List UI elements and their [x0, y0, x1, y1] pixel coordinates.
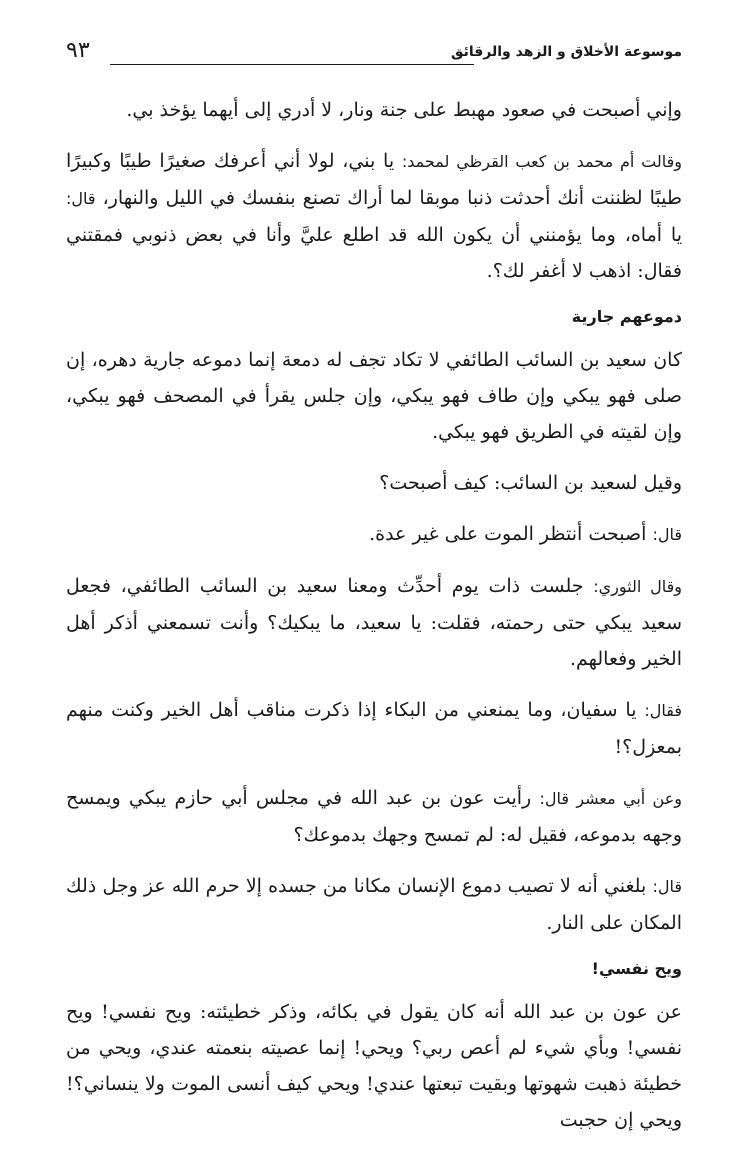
paragraph: قال: بلغني أنه لا تصيب دموع الإنسان مكانا من جسده إلا حرم الله عز وجل ذلك المكان على النار.	[66, 875, 682, 934]
paragraph: قال: أصبحت أنتظر الموت على غير عدة.	[369, 523, 682, 545]
paragraph: كان سعيد بن السائب الطائفي لا تكاد تجف له دمعة إنما دموعه جارية دهره، إن صلى فهو يبكي وإن طاف فهو يبكي، وإن جلس يقرأ في المصحف فهو يبكي، وإن لقيته في الطريق فهو يبكي.	[66, 349, 682, 443]
paragraph-lead: قال:	[66, 189, 96, 208]
page-number: ٩٣	[66, 38, 90, 63]
paragraph: وقالت أم محمد بن كعب القرظي لمحمد: يا بني، لولا أني أعرفك صغيرًا طيبًا وكبيرًا طيبًا لظننت أنك أحدثت ذنبا موبقا لما أراك تصنع بنفسك في الليل والنهار، قال: يا أماه، وما يؤمنني أن يكون الله قد اطلع عليَّ وأنا في بعض ذنوبي فمقتني فقال: اذهب لا أغفر لك؟.	[66, 150, 683, 282]
book-title: موسوعة الأخلاق و الزهد والرقائق	[450, 44, 682, 60]
header-rule	[110, 64, 474, 65]
section-heading: ويح نفسي!	[591, 959, 682, 978]
paragraph: وعن أبي معشر قال: رأيت عون بن عبد الله في مجلس أبي حازم يبكي ويمسح وجهه بدموعه، فقيل له: لم تمسح وجهك بدموعك؟	[66, 787, 683, 846]
paragraph-lead: وعن أبي معشر قال:	[539, 789, 683, 808]
paragraph: وقال الثوري: جلست ذات يوم أحدِّث ومعنا سعيد بن السائب الطائفي، فجعل سعيد يبكي حتى رحمته، فقلت: يا سعيد، ما يبكيك؟ وأنت تسمعني أذكر أهل الخير وفعالهم.	[66, 575, 683, 670]
paragraph-lead: قال:	[652, 525, 682, 544]
paragraph: فقال: يا سفيان، وما يمنعني من البكاء إذا ذكرت مناقب أهل الخير وكنت منهم بمعزل؟!	[66, 699, 682, 758]
page-header	[66, 38, 682, 76]
paragraph-lead: قال:	[652, 877, 682, 896]
paragraph: وقيل لسعيد بن السائب: كيف أصبحت؟	[379, 472, 682, 494]
paragraph: وإني أصبحت في صعود مهبط على جنة ونار، لا أدري إلى أيهما يؤخذ بي.	[126, 99, 682, 121]
paragraph-lead: وقالت أم محمد بن كعب القرظي لمحمد:	[401, 152, 683, 171]
paragraph-lead: فقال:	[644, 701, 682, 720]
paragraph: عن عون بن عبد الله أنه كان يقول في بكائه، وذكر خطيئته: ويح نفسي! ويح نفسي! وبأي شيء لم أعص ربي؟ ويحي! إنما عصيته بنعمته عندي، ويحي من خطيئة ذهبت شهوتها وبقيت تبعتها عندي! ويحي كيف أنسى الموت ولا ينساني؟! ويحي إن حجبت	[66, 1001, 682, 1131]
paragraph-lead: وقال الثوري:	[593, 577, 683, 596]
section-heading: دموعهم جارية	[571, 307, 682, 326]
page-body	[66, 92, 682, 1153]
